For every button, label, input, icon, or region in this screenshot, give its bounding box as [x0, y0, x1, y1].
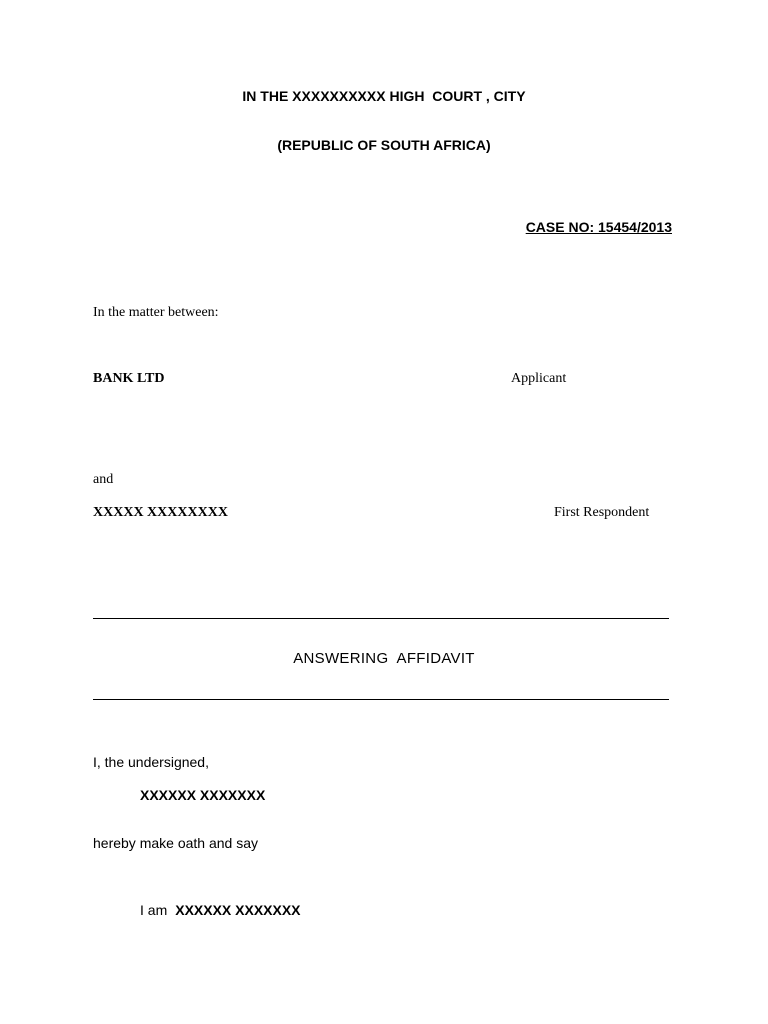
identity-name: XXXXXX XXXXXXX — [175, 902, 301, 918]
divider-bottom — [93, 699, 669, 700]
republic-subtitle: (REPUBLIC OF SOUTH AFRICA) — [277, 137, 491, 153]
applicant-role: Applicant — [511, 371, 567, 386]
matter-intro: In the matter between: — [93, 305, 219, 320]
oath-statement: hereby make oath and say — [93, 835, 258, 851]
document-title: ANSWERING AFFIDAVIT — [293, 650, 475, 667]
parties-conjunction: and — [93, 472, 114, 487]
respondent-role: First Respondent — [554, 505, 650, 520]
divider-top — [93, 618, 669, 619]
identity-statement — [140, 903, 301, 917]
case-number: CASE NO: 15454/2013 — [525, 219, 672, 235]
undersigned-statement: I, the undersigned, — [93, 754, 209, 770]
deponent-name: XXXXXX XXXXXXX — [140, 787, 266, 803]
court-title: IN THE XXXXXXXXXX HIGH COURT , CITY — [242, 88, 526, 104]
applicant-name: BANK LTD — [93, 371, 165, 386]
respondent-name: XXXXX XXXXXXXX — [93, 505, 228, 520]
identity-label: I am — [140, 902, 168, 918]
